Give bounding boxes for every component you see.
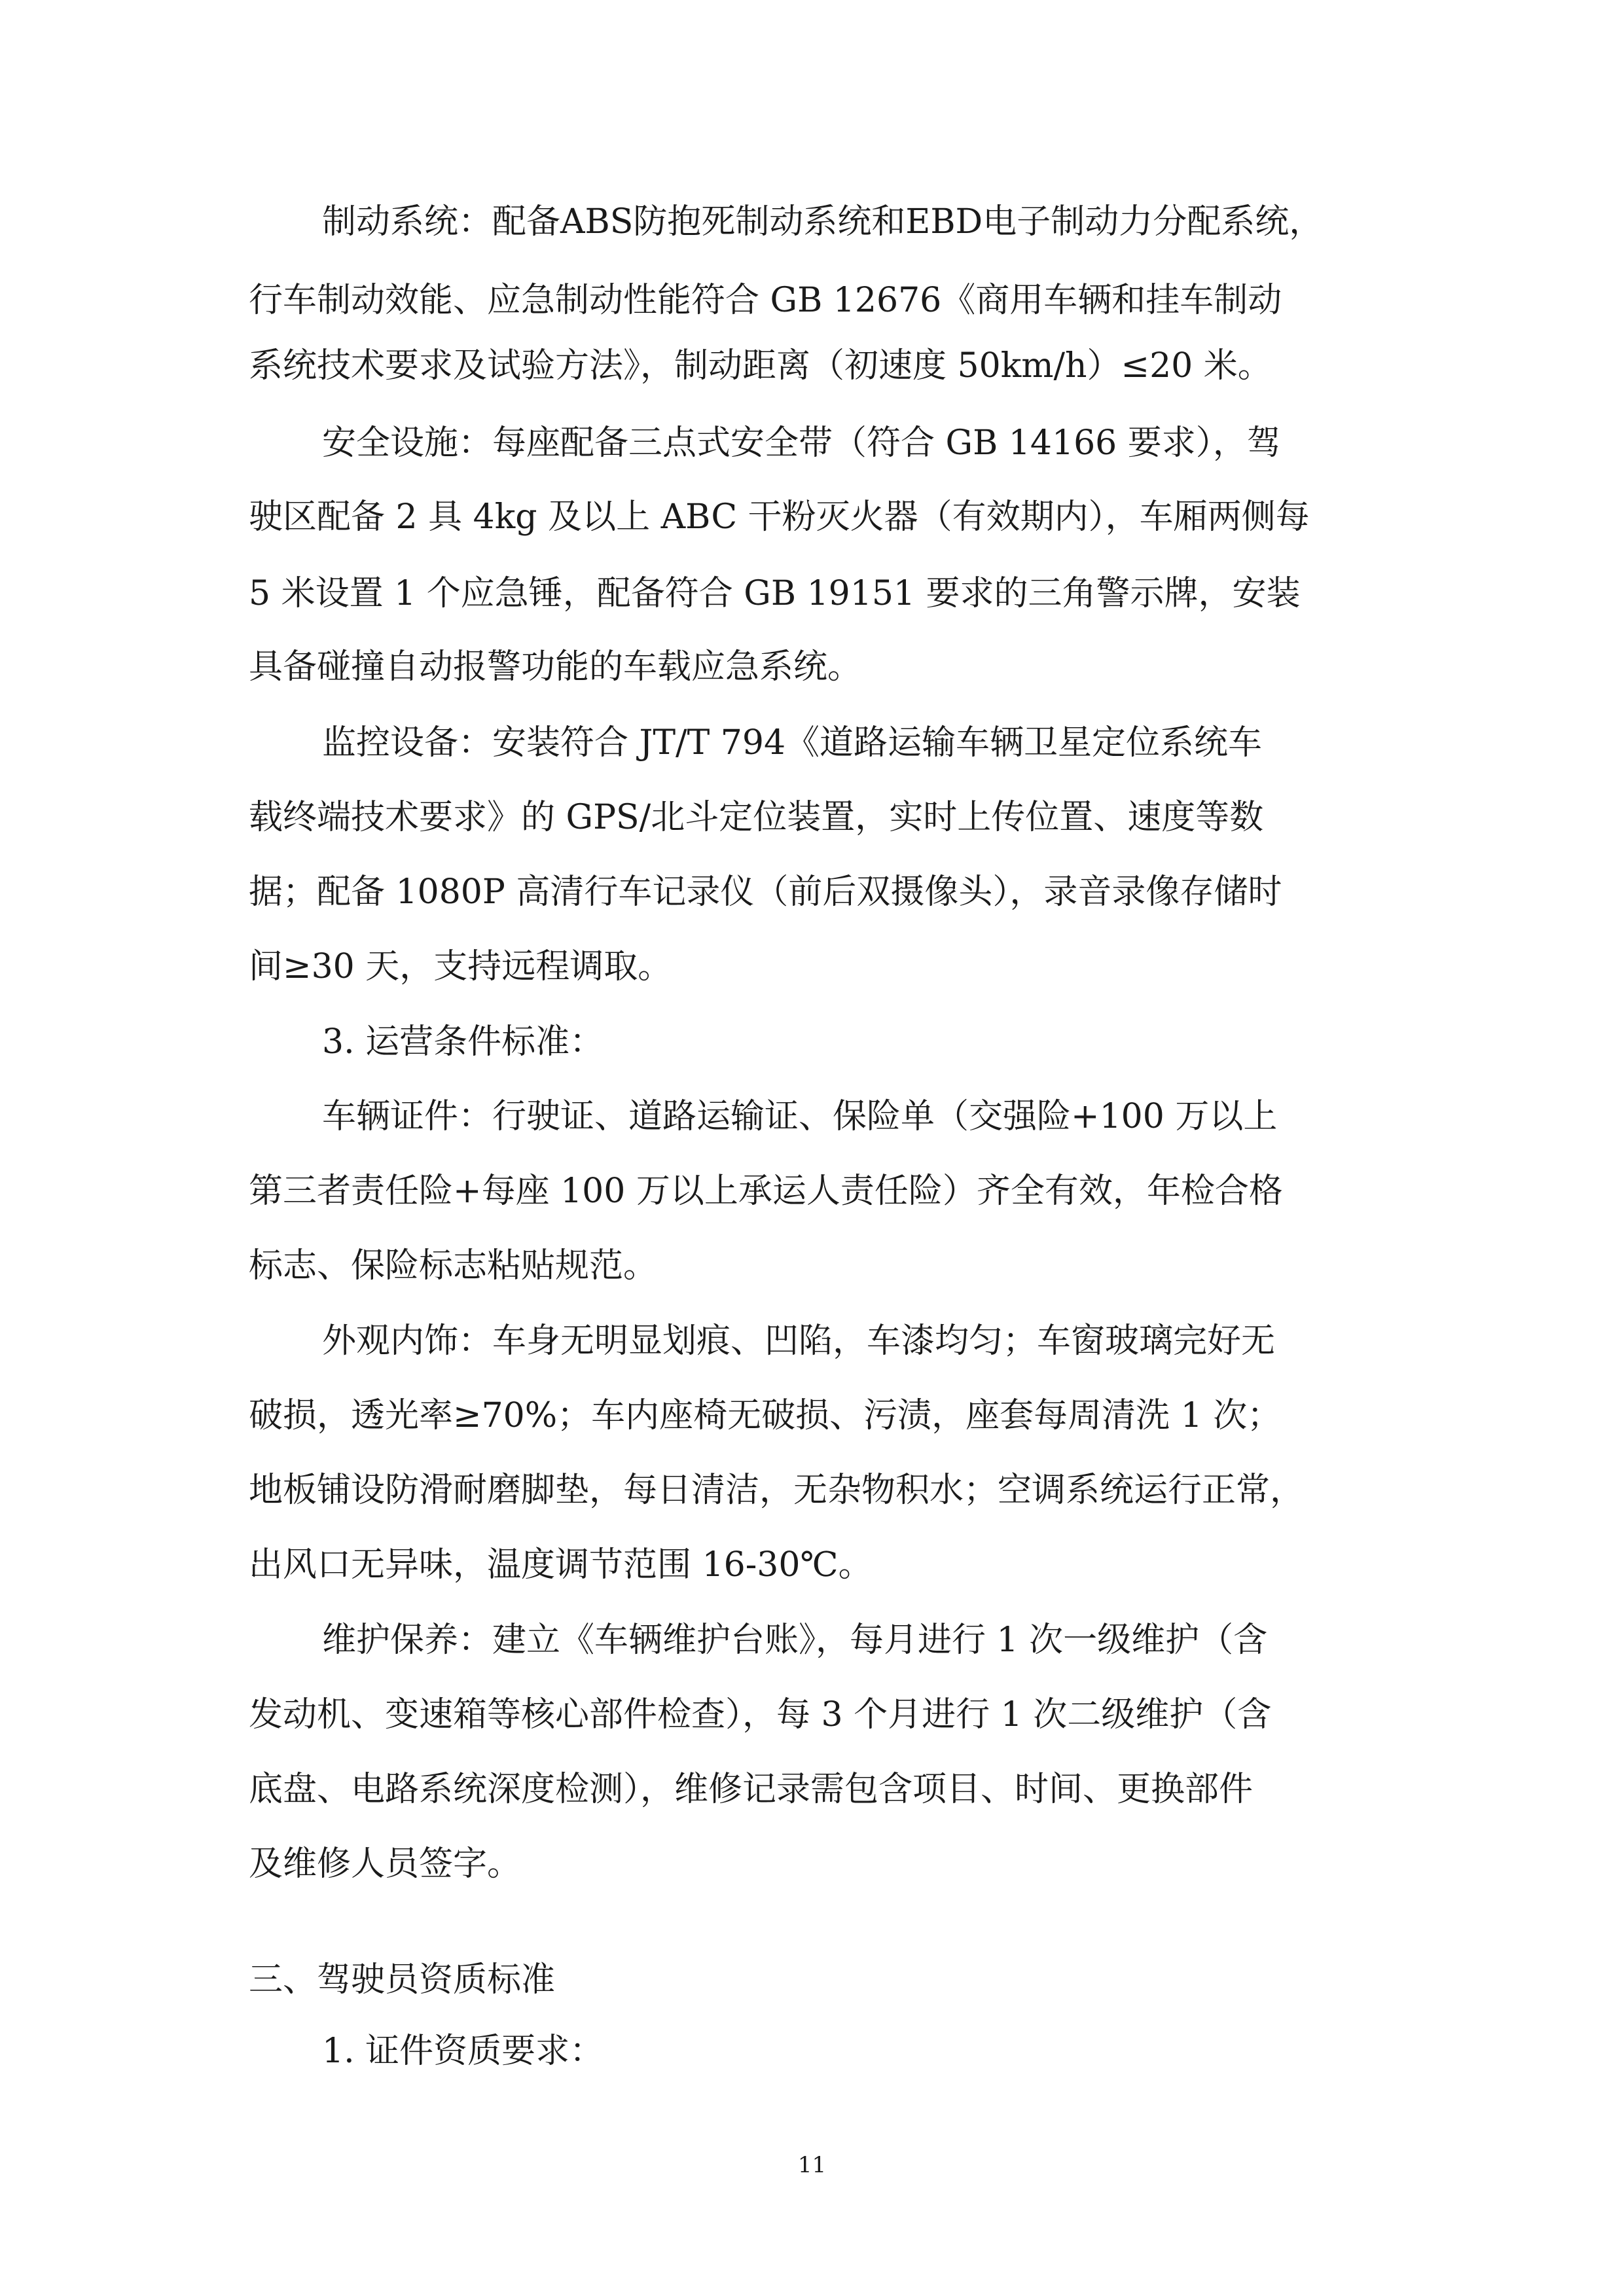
safety-facilities-para-line-1: 安全设施：每座配备三点式安全带（符合 GB 14166 要求），驾 — [322, 423, 1281, 463]
subsection-heading-certificate-requirements: 1. 证件资质要求： — [322, 2032, 604, 2071]
brake-system-para-line-2: 行车制动效能、应急制动性能符合 GB 12676《商用车辆和挂车制动 — [249, 281, 1282, 320]
maintenance-para-line-3: 底盘、电路系统深度检测），维修记录需包含项目、时间、更换部件 — [249, 1770, 1254, 1809]
appearance-interior-para-line-2: 破损，透光率≥70%；车内座椅无破损、污渍，座套每周清洗 1 次； — [249, 1396, 1282, 1435]
vehicle-documents-para-line-3: 标志、保险标志粘贴规范。 — [249, 1246, 658, 1285]
vehicle-documents-para-line-2: 第三者责任险+每座 100 万以上承运人责任险）齐全有效，年检合格 — [249, 1172, 1283, 1211]
section-heading-operating-conditions: 3. 运营条件标准： — [322, 1022, 604, 1062]
safety-facilities-para-line-2: 驶区配备 2 具 4kg 及以上 ABC 干粉灭火器（有效期内），车厢两侧每 — [249, 497, 1310, 537]
maintenance-para-line-1: 维护保养：建立《车辆维护台账》，每月进行 1 次一级维护（含 — [322, 1621, 1268, 1660]
maintenance-para-line-4: 及维修人员签字。 — [249, 1844, 522, 1884]
maintenance-para-line-2: 发动机、变速箱等核心部件检查），每 3 个月进行 1 次二级维护（含 — [249, 1695, 1272, 1734]
appearance-interior-para-line-1: 外观内饰：车身无明显划痕、凹陷，车漆均匀；车窗玻璃完好无 — [322, 1321, 1276, 1361]
monitoring-para-line-4: 间≥30 天，支持远程调取。 — [249, 947, 672, 986]
monitoring-para-line-1: 监控设备：安装符合 JT/T 794《道路运输车辆卫星定位系统车 — [322, 723, 1263, 762]
chapter-heading-driver-qualification: 三、驾驶员资质标准 — [249, 1960, 556, 2000]
brake-system-para-line-3: 系统技术要求及试验方法》，制动距离（初速度 50km/h）≤20 米。 — [249, 346, 1272, 386]
safety-facilities-para-line-3: 5 米设置 1 个应急锤，配备符合 GB 19151 要求的三角警示牌，安装 — [249, 574, 1301, 613]
page-number: 11 — [797, 2152, 827, 2178]
appearance-interior-para-line-4: 出风口无异味，温度调节范围 16-30℃。 — [249, 1545, 873, 1585]
appearance-interior-para-line-3: 地板铺设防滑耐磨脚垫，每日清洁，无杂物积水；空调系统运行正常， — [249, 1471, 1305, 1510]
monitoring-para-line-3: 据；配备 1080P 高清行车记录仪（前后双摄像头），录音录像存储时 — [249, 872, 1282, 912]
vehicle-documents-para-line-1: 车辆证件：行驶证、道路运输证、保险单（交强险+100 万以上 — [322, 1097, 1278, 1136]
brake-system-para-line-1: 制动系统：配备ABS防抱死制动系统和EBD电子制动力分配系统， — [322, 202, 1324, 242]
monitoring-para-line-2: 载终端技术要求》的 GPS/北斗定位装置，实时上传位置、速度等数 — [249, 798, 1264, 837]
safety-facilities-para-line-4: 具备碰撞自动报警功能的车载应急系统。 — [249, 647, 862, 687]
